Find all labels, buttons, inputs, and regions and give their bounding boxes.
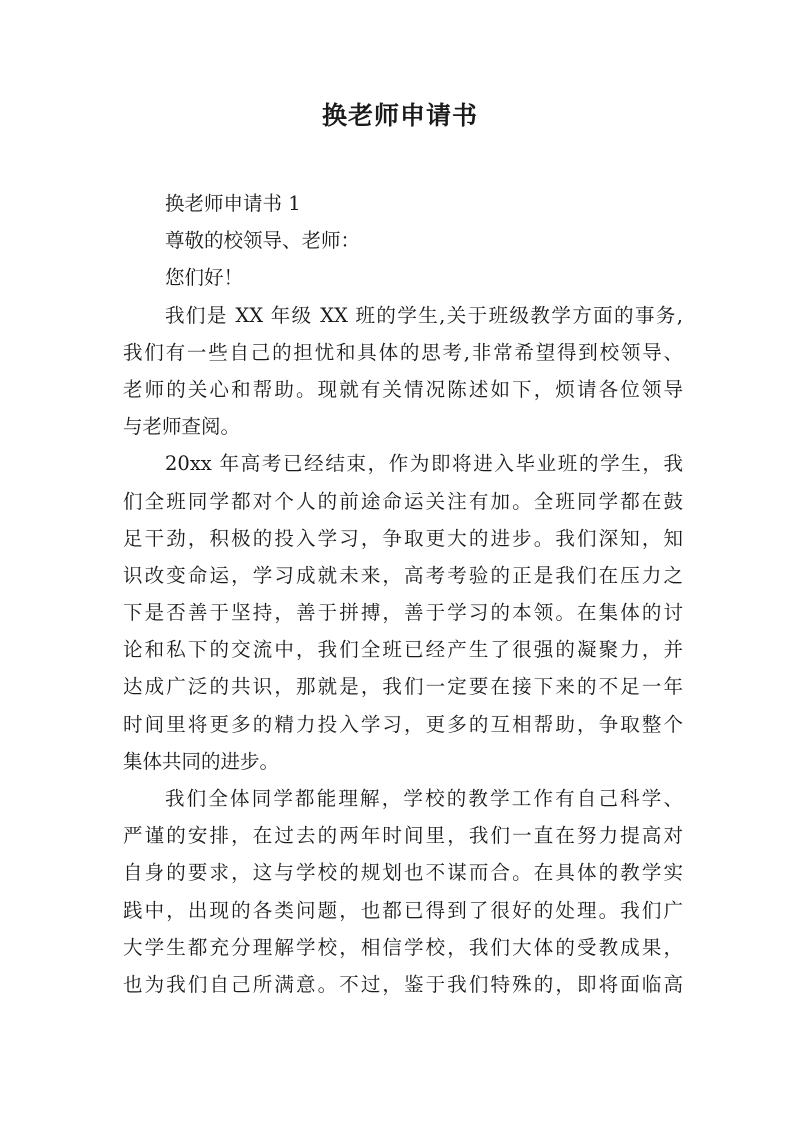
text-line: 20xx 年高考已经结束，作为即将进入毕业班的学生，我 <box>165 452 683 476</box>
text-line: 践中，出现的各类问题，也都已得到了很好的处理。我们广 <box>123 898 683 922</box>
text-line: 达成广泛的共识，那就是，我们一定要在接下来的不足一年 <box>123 675 683 699</box>
text-line: 尊敬的校领导、老师： <box>165 229 361 253</box>
text-line: 严谨的安排，在过去的两年时间里，我们一直在努力提高对 <box>123 824 683 848</box>
text-line: 我们全体同学都能理解，学校的教学工作有自己科学、 <box>165 787 683 810</box>
text-line: 们全班同学都对个人的前途命运关注有加。全班同学都在鼓 <box>123 489 683 513</box>
text-line: 下是否善于坚持，善于拼搏，善于学习的本领。在集体的讨 <box>123 601 683 625</box>
text-line: 也为我们自己所满意。不过，鉴于我们特殊的，即将面临高 <box>123 972 683 996</box>
text-line: 与老师查阅。 <box>123 415 241 439</box>
text-line: 足干劲，积极的投入学习，争取更大的进步。我们深知，知 <box>123 526 683 550</box>
text-line: 我们是 XX 年级 XX 班的学生,关于班级教学方面的事务, <box>165 303 683 327</box>
text-line: 我们有一些自己的担忧和具体的思考,非常希望得到校领导、 <box>123 340 683 364</box>
document-title: 换老师申请书 <box>321 101 478 130</box>
text-line: 换老师申请书 1 <box>165 192 301 215</box>
text-line: 时间里将更多的精力投入学习，更多的互相帮助，争取整个 <box>123 712 683 736</box>
text-line: 您们好！ <box>165 266 244 290</box>
text-line: 集体共同的进步。 <box>123 749 280 773</box>
text-line: 老师的关心和帮助。现就有关情况陈述如下，烦请各位领导 <box>123 377 683 401</box>
text-line: 大学生都充分理解学校，相信学校，我们大体的受教成果， <box>123 935 683 959</box>
text-line: 自身的要求，这与学校的规划也不谋而合。在具体的教学实 <box>123 861 683 885</box>
text-line: 识改变命运，学习成就未来，高考考验的正是我们在压力之 <box>123 563 683 587</box>
text-line: 论和私下的交流中，我们全班已经产生了很强的凝聚力，并 <box>123 638 683 662</box>
document-body <box>123 185 683 1003</box>
